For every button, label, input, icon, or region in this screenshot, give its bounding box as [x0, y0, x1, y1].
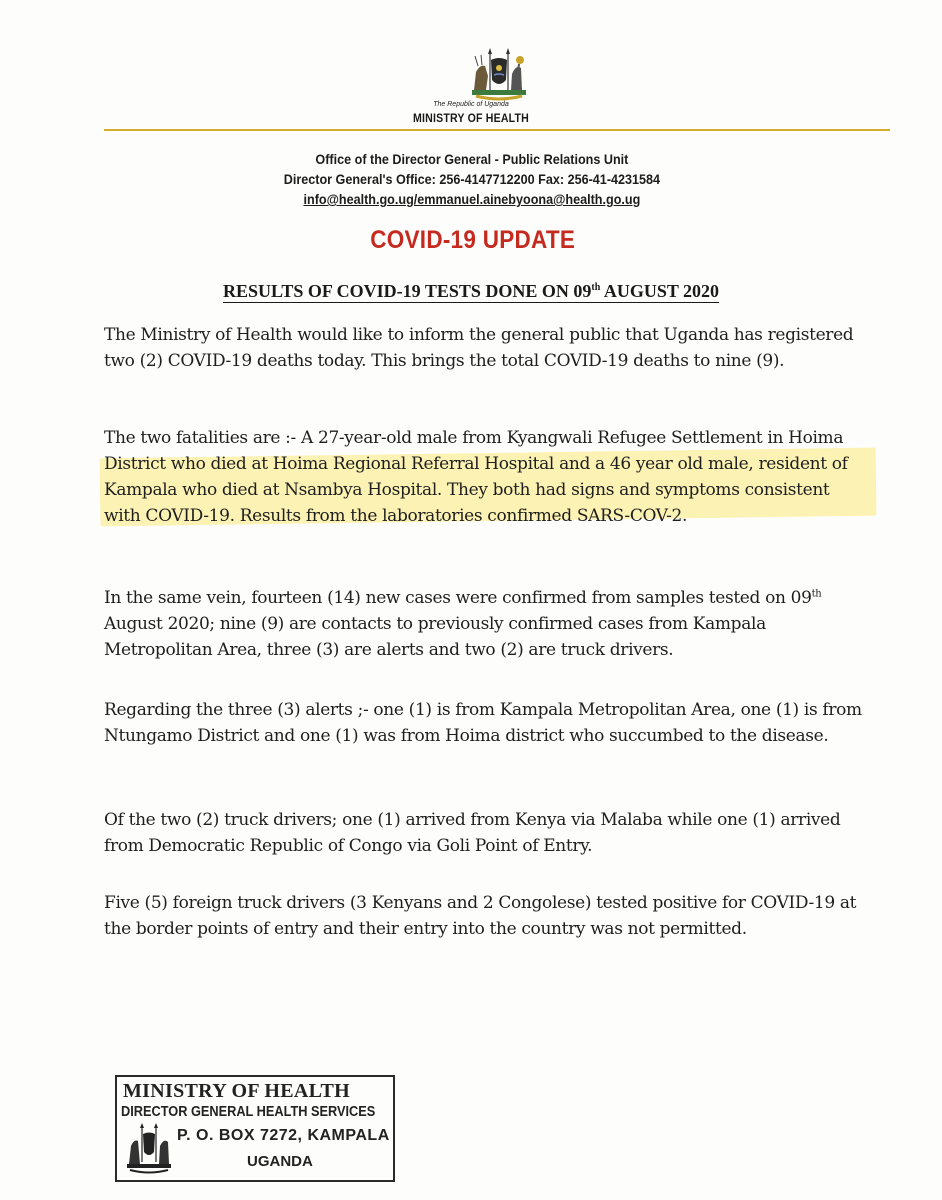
stamp-ministry: MINISTRY OF HEALTH [123, 1080, 350, 1102]
ministry-name: MINISTRY OF HEALTH [413, 113, 529, 125]
document-title: RESULTS OF COVID-19 TESTS DONE ON 09th AUGUST 2020 [222, 281, 720, 301]
phone-line: Director General's Office: 256-4147712200 Fax: 256-41-4231584 [283, 171, 661, 187]
paragraph-alerts: Regarding the three (3) alerts ;- one (1) is from Kampala Metropolitan Area, one (1) is from Ntungamo District and one (1) was from Hoima district who succumbed to the disease. [104, 700, 862, 746]
paragraph-new-cases: In the same vein, fourteen (14) new cases were confirmed from samples tested on 09th August 2020; nine (9) are contacts to previously confirmed cases from Kampala Metropolitan Area, three (3) are alerts and two (2) are truck drivers. [104, 588, 822, 660]
stamp-address: P. O. BOX 7272, KAMPALA [177, 1127, 390, 1144]
republic-label: The Republic of Uganda [433, 101, 509, 108]
office-line: Office of the Director General - Public Relations Unit [315, 151, 629, 167]
official-stamp [115, 1075, 395, 1182]
paragraph-foreign-drivers: Five (5) foreign truck drivers (3 Kenyans and 2 Congolese) tested positive for COVID-19 at the border points of entry and their entry into the country was not permitted. [104, 893, 857, 939]
document-heading: COVID-19 UPDATE [370, 226, 576, 254]
paragraph-truck-drivers: Of the two (2) truck drivers; one (1) arrived from Kenya via Malaba while one (1) arrived from Democratic Republic of Congo via Goli Point of Entry. [104, 810, 841, 856]
stamp-coat-of-arms-icon [124, 1122, 174, 1174]
paragraph-fatalities: The two fatalities are :- A 27-year-old male from Kyangwali Refugee Settlement in Hoima District who died at Hoima Regional Referral Hospital and a 46 year old male, resident of Kampala who died at Nsambya Hospital. They both had signs and symptoms consistent with COVID-19. Results from the laboratories confirmed SARS-COV-2. [104, 428, 848, 526]
email-link[interactable]: info@health.go.ug/emmanuel.ainebyoona@health.go.ug [303, 191, 641, 207]
stamp-director: DIRECTOR GENERAL HEALTH SERVICES [121, 1104, 376, 1120]
paragraph-deaths: The Ministry of Health would like to inform the general public that Uganda has registered two (2) COVID-19 deaths today. This brings the total COVID-19 deaths to nine (9). [104, 325, 854, 371]
stamp-country: UGANDA [247, 1153, 313, 1170]
uganda-coat-of-arms-icon [466, 46, 532, 102]
header-divider [104, 129, 890, 131]
